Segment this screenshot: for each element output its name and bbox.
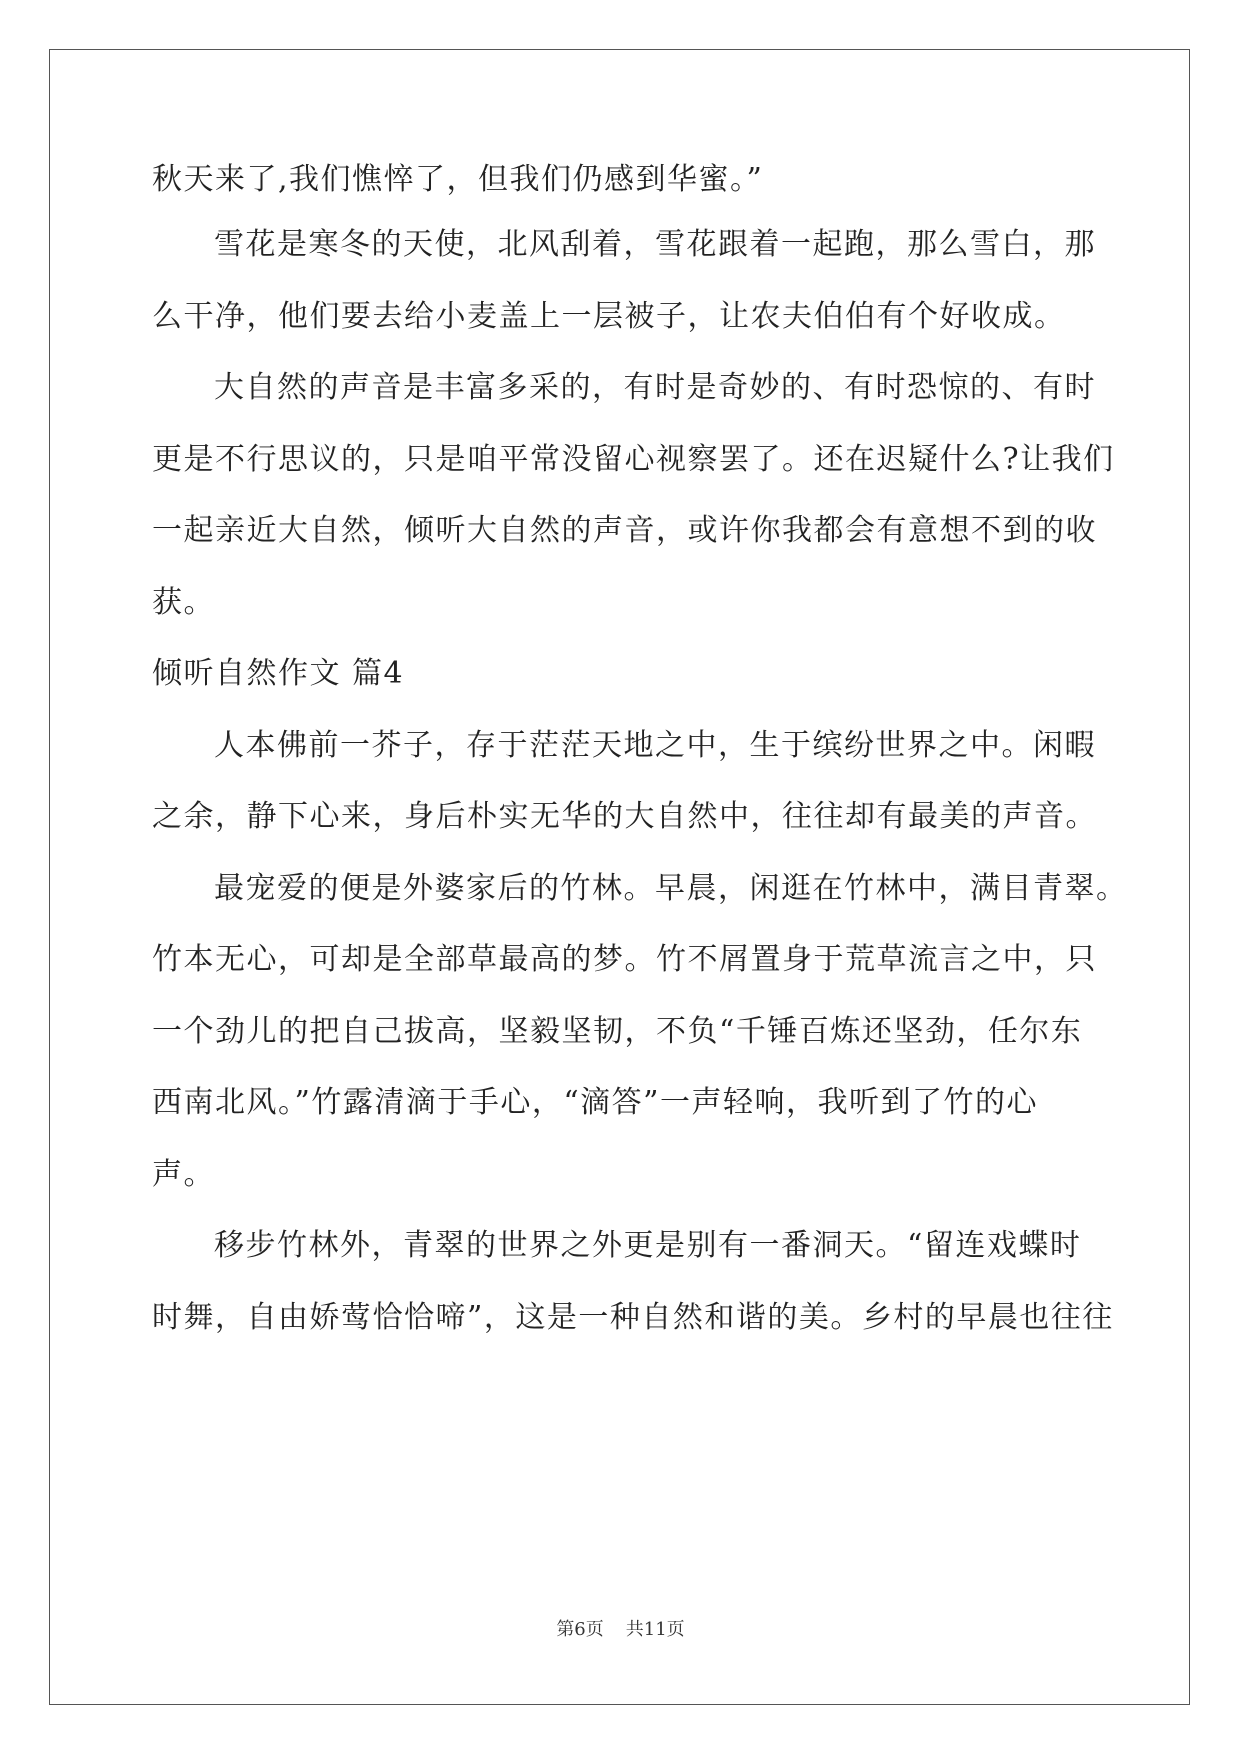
paragraph-line: 声。 bbox=[152, 1157, 215, 1192]
paragraph-line: 移步竹林外，青翠的世界之外更是别有一番洞天。“留连戏蝶时 bbox=[214, 1228, 1082, 1263]
paragraph-line: 更是不行思议的，只是咱平常没留心视察罢了。还在迟疑什么?让我们 bbox=[152, 442, 1115, 477]
paragraph-line: 时舞，自由娇莺恰恰啼”，这是一种自然和谐的美。乡村的早晨也往往 bbox=[152, 1300, 1114, 1335]
section-heading: 倾听自然作文 篇4 bbox=[152, 656, 405, 691]
page-number: 第6页 bbox=[556, 1619, 604, 1640]
paragraph-line: 一个劲儿的把自己拔高，坚毅坚韧，不负“千锤百炼还坚劲，任尔东 bbox=[152, 1014, 1083, 1049]
paragraph-line: 之余，静下心来，身后朴实无华的大自然中，往往却有最美的声音。 bbox=[152, 799, 1097, 834]
paragraph-line: 西南北风。”竹露清滴于手心，“滴答”一声轻响，我听到了竹的心 bbox=[152, 1085, 1039, 1120]
page-footer bbox=[0, 1618, 1241, 1642]
page-total: 共11页 bbox=[625, 1619, 685, 1640]
paragraph-line: 一起亲近大自然，倾听大自然的声音，或许你我都会有意想不到的收 bbox=[152, 513, 1097, 548]
paragraph-line: 获。 bbox=[152, 585, 215, 620]
paragraph-line: 么干净，他们要去给小麦盖上一层被子，让农夫伯伯有个好收成。 bbox=[152, 299, 1066, 334]
paragraph-line: 竹本无心，可却是全部草最高的梦。竹不屑置身于荒草流言之中，只 bbox=[152, 942, 1097, 977]
paragraph-line: 人本佛前一芥子，存于茫茫天地之中，生于缤纷世界之中。闲暇 bbox=[214, 728, 1096, 763]
paragraph-line: 大自然的声音是丰富多采的，有时是奇妙的、有时恐惊的、有时 bbox=[214, 370, 1096, 405]
paragraph-line: 最宠爱的便是外婆家后的竹林。早晨，闲逛在竹林中，满目青翠。 bbox=[214, 871, 1128, 906]
paragraph-line: 雪花是寒冬的天使，北风刮着，雪花跟着一起跑，那么雪白，那 bbox=[214, 227, 1096, 262]
paragraph-line: 秋天来了,我们憔悴了，但我们仍感到华蜜。” bbox=[152, 162, 764, 197]
